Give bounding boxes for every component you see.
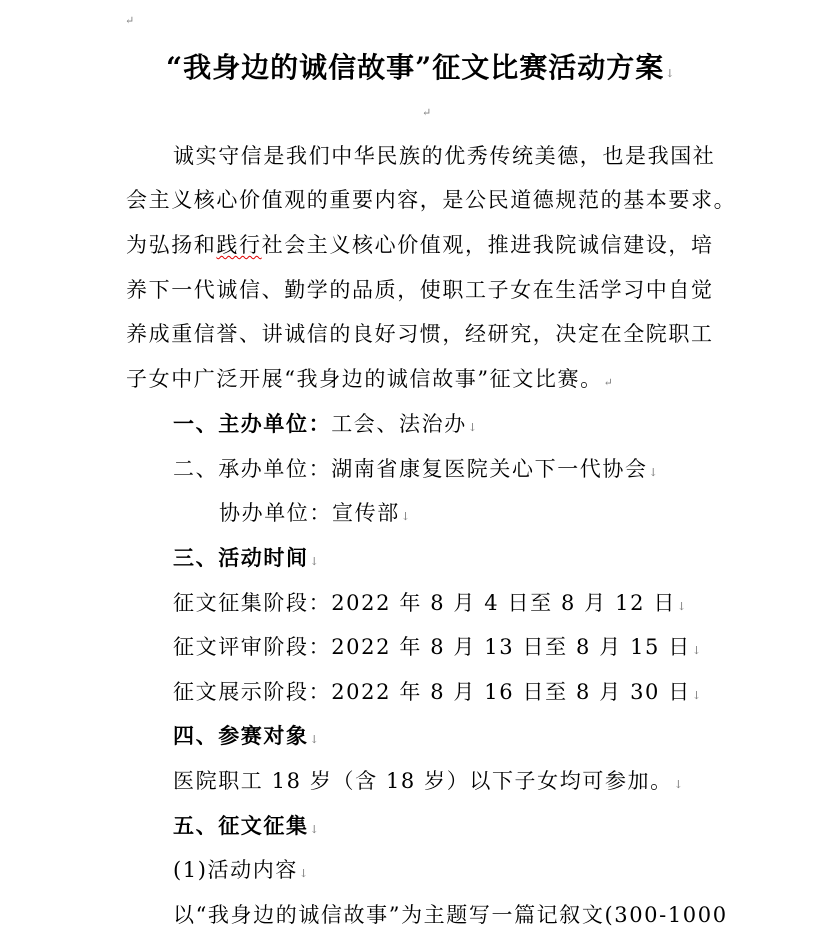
section-heading-text: 三、活动时间 [173, 545, 309, 570]
co-organizer [219, 500, 410, 530]
line-break-mark: ↓ [309, 555, 319, 568]
line-break-mark: ↓ [673, 778, 683, 791]
line-break-mark: ↓ [691, 689, 702, 702]
paragraph-mark: ↵ [422, 106, 432, 119]
intro-line-5: 养成重信誉、讲诚信的良好习惯，经研究，决定在全院职工 [126, 322, 714, 346]
content-line: 以“我身边的诚信故事”为主题写一篇记叙文(300-1000 [173, 903, 728, 927]
stage-line [173, 634, 701, 664]
intro-line-3 [126, 232, 714, 258]
line-break-mark: ↓ [691, 644, 702, 657]
section-heading-text: 五、征文征集 [173, 813, 309, 838]
paragraph-mark: ↵ [603, 376, 613, 389]
intro-line-2: 会主义核心价值观的重要内容，是公民道德规范的基本要求。 [126, 188, 737, 212]
section-heading-text: 四、参赛对象 [173, 723, 309, 748]
section-text: 湖南省康复医院关心下一代协会 [331, 457, 648, 481]
participants-text: 医院职工 18 岁（含 18 岁）以下子女均可参加。 [173, 769, 673, 793]
intro-line-3-c: 社会主义核心价值观，推进我院诚信建设，培 [261, 233, 714, 257]
section-undertaker [173, 456, 658, 486]
subsection-heading [173, 857, 308, 887]
stage-line [173, 590, 686, 620]
section-heading [173, 723, 319, 753]
intro-line-1: 诚实守信是我们中华民族的优秀传统美德，也是我国社 [173, 144, 716, 168]
line-break-mark: ↓ [298, 867, 309, 880]
spellcheck-flagged-word[interactable]: 践行 [216, 233, 262, 257]
stage-text: 征文评审阶段：2022 年 8 月 13 日至 8 月 15 日 [173, 635, 691, 659]
participants-line [173, 768, 683, 798]
line-break-mark: ↓ [648, 466, 658, 479]
paragraph-mark: ↵ [125, 14, 135, 27]
title-text: “我身边的诚信故事”征文比赛活动方案 [166, 51, 665, 84]
section-heading [173, 545, 319, 575]
section-text: 工会、法治办 [331, 412, 467, 436]
co-organizer-label: 协办单位： [219, 501, 332, 525]
line-break-mark: ↓ [309, 733, 319, 746]
line-break-mark: ↓ [400, 510, 411, 523]
section-heading: 二、承办单位： [173, 457, 332, 481]
section-organizer [173, 411, 477, 441]
line-break-mark: ↓ [676, 600, 687, 613]
intro-line-3-a: 为弘扬和 [126, 233, 217, 257]
stage-text: 征文展示阶段：2022 年 8 月 16 日至 8 月 30 日 [173, 680, 691, 704]
document-title [166, 50, 674, 92]
line-break-mark: ↓ [665, 67, 675, 80]
line-break-mark: ↓ [309, 823, 319, 836]
subsection-text: (1)活动内容 [173, 858, 298, 882]
intro-line-4: 养下一代诚信、勤学的品质，使职工子女在生活学习中自觉 [126, 278, 714, 302]
line-break-mark: ↓ [467, 421, 478, 434]
intro-line-6-text: 子女中广泛开展“我身边的诚信故事”征文比赛。 [126, 367, 603, 391]
stage-text: 征文征集阶段：2022 年 8 月 4 日至 8 月 12 日 [173, 591, 676, 615]
section-heading: 一、主办单位： [173, 411, 332, 436]
intro-line-6 [126, 366, 613, 396]
co-organizer-text: 宣传部 [332, 501, 400, 525]
stage-line [173, 679, 701, 709]
section-heading [173, 813, 319, 843]
